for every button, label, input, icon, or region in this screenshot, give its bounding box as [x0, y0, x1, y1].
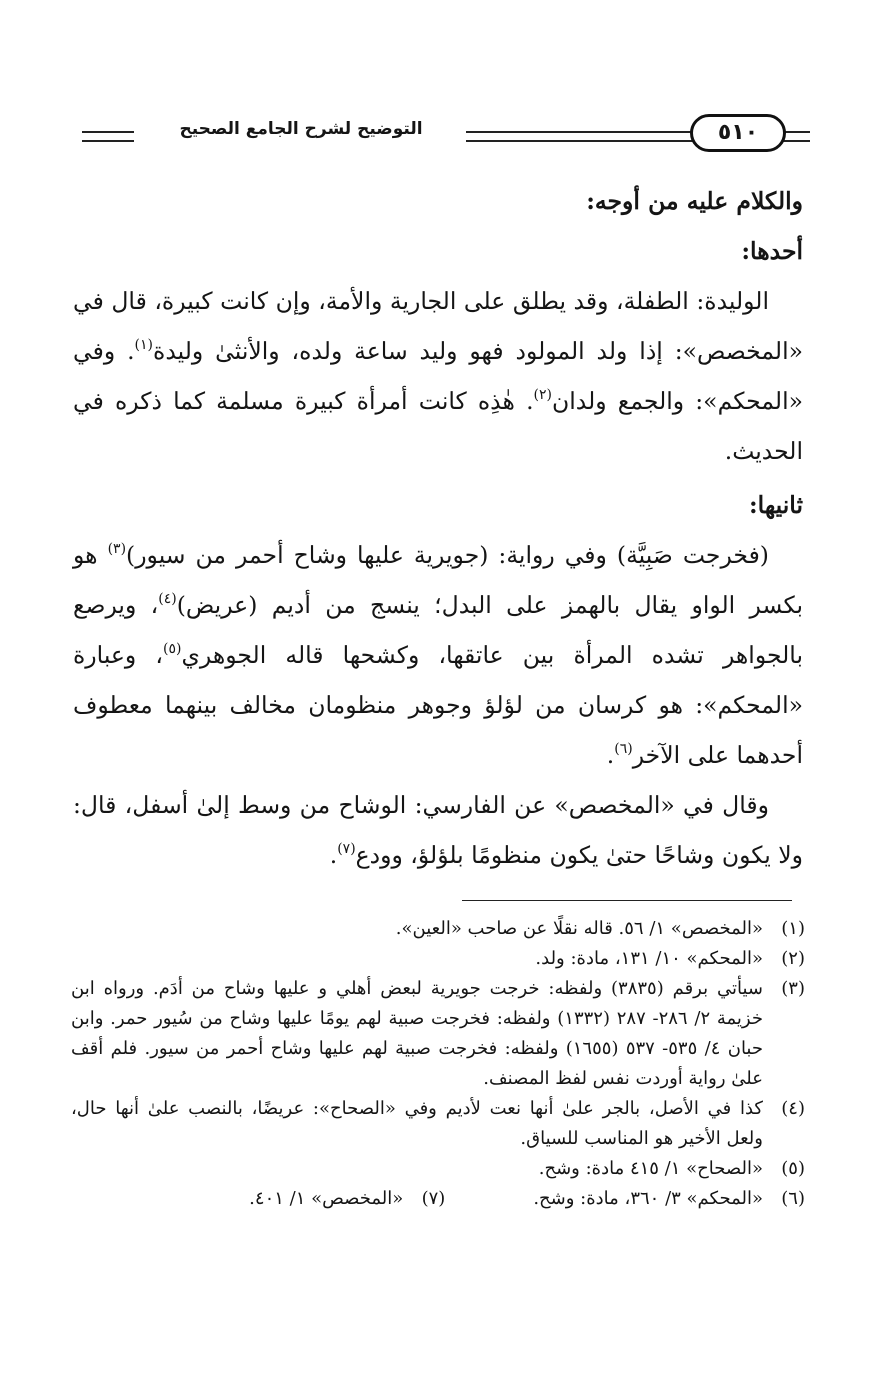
footnotes	[71, 914, 805, 1214]
running-header	[70, 112, 810, 156]
footnote-3	[71, 974, 805, 1094]
footnote-row-6-7	[71, 1184, 805, 1214]
paragraph-first	[73, 276, 803, 476]
footnote-text: «المخصص» ١/ ٤٠١.	[249, 1188, 404, 1209]
main-text	[73, 176, 803, 880]
footnote-text: «الصحاح» ١/ ٤١٥ مادة: وشح.	[538, 1158, 763, 1179]
footnote-text: «المحكم» ٣/ ٣٦٠، مادة: وشح.	[533, 1188, 763, 1209]
paragraph-text: . وفي «المحكم»: والجمع ولدان	[73, 337, 804, 415]
paragraph-text: (فخرجت صَبِيَّة) وفي رواية: (جويرية عليها وشاح أحمر من سيور)	[126, 541, 769, 569]
footnote-text: سيأتي برقم (٣٨٣٥) ولفظه: خرجت جويرية لبعض أهلي و عليها وشاح من أدَم. ورواه ابن خزيمة ٢/ ٢٨٦- ٢٨٧ (١٣٣٢) ولفظه: فخرجت صبية لهم يومًا عليها وشاح من سُيور حمر. وابن حبان ٤/ ٥٣٥- ٥٣٧ (١٦٥٥) ولفظه: فخرجت صبية لهم عليها وشاح أحمر من سيور. فلم أقف علىٰ رواية أوردت نفس لفظ المصنف.	[71, 978, 763, 1089]
footnote-7	[249, 1184, 445, 1214]
footnote-ref[interactable]: (٤)	[158, 591, 177, 607]
paragraph-text: ، ويرصع بالجواهر تشده المرأة بين عاتقها، وكشحها قاله الجوهري	[73, 591, 804, 669]
footnote-number: (٥)	[781, 1158, 805, 1179]
paragraph-text: . هٰذِه كانت أمرأة كبيرة مسلمة كما ذكره في الحديث.	[73, 387, 803, 465]
page-number-badge: ٥١٠	[690, 114, 786, 152]
footnote-5	[71, 1154, 805, 1184]
footnote-text: «المحكم» ١٠/ ١٣١، مادة: ولد.	[535, 948, 763, 969]
footnote-ref[interactable]: (٢)	[533, 387, 553, 403]
paragraph-third	[73, 780, 803, 880]
paragraph-second	[73, 530, 803, 780]
footnote-ref[interactable]: (١)	[134, 337, 154, 353]
footnote-separator	[462, 900, 792, 901]
footnote-2	[71, 944, 805, 974]
paragraph-text: .	[329, 841, 338, 869]
footnote-number: (٤)	[781, 1098, 805, 1119]
footnote-ref[interactable]: (٥)	[163, 641, 182, 657]
footnote-1	[71, 914, 805, 944]
footnote-number: (٢)	[781, 948, 805, 969]
section-heading-first: أحدها:	[741, 237, 803, 265]
paragraph-text: هو بكسر الواو يقال بالهمز على البدل؛ ينسج من أديم (عريض)	[73, 541, 803, 619]
footnote-text: «المخصص» ١/ ٥٦. قاله نقلًا عن صاحب «العين».	[395, 918, 763, 939]
footnote-ref[interactable]: (٦)	[614, 741, 633, 757]
header-rule-left	[82, 131, 134, 142]
paragraph-text: .	[606, 741, 615, 769]
footnote-number: (٦)	[781, 1188, 805, 1209]
footnote-ref[interactable]: (٣)	[107, 541, 127, 557]
paragraph-text: وقال في «المخصص» عن الفارسي: الوشاح من وسط إلىٰ أسفل، قال: ولا يكون وشاحًا حتىٰ يكون منظومًا بلؤلؤ، وودع	[73, 791, 803, 869]
section-heading-second: ثانيها:	[749, 491, 803, 519]
footnote-ref[interactable]: (٧)	[337, 841, 356, 857]
footnote-number: (٧)	[421, 1188, 446, 1209]
paragraph-text: الوليدة: الطفلة، وقد يطلق على الجارية والأمة، وإن كانت كبيرة، قال في «المخصص»: إذا ولد المولود فهو وليد ساعة ولده، والأنثىٰ وليدة	[73, 287, 804, 365]
footnote-text: كذا في الأصل، بالجر علىٰ أنها نعت لأديم وفي «الصحاح»: عريضًا، بالنصب علىٰ أنها حال، ولعل الأخير هو المناسب للسياق.	[71, 1098, 763, 1149]
intro-line: والكلام عليه من أوجه:	[586, 187, 803, 215]
footnote-number: (١)	[781, 918, 805, 939]
running-title: التوضيح لشرح الجامع الصحيح	[179, 119, 423, 139]
header-rule-tail	[782, 131, 810, 142]
footnote-6	[533, 1184, 805, 1214]
footnote-number: (٣)	[781, 978, 805, 999]
footnote-4	[71, 1094, 805, 1154]
paragraph-text: ، وعبارة «المحكم»: هو كرسان من لؤلؤ وجوهر منظومان مخالف بينهما معطوف أحدهما على الآخر	[73, 641, 803, 769]
